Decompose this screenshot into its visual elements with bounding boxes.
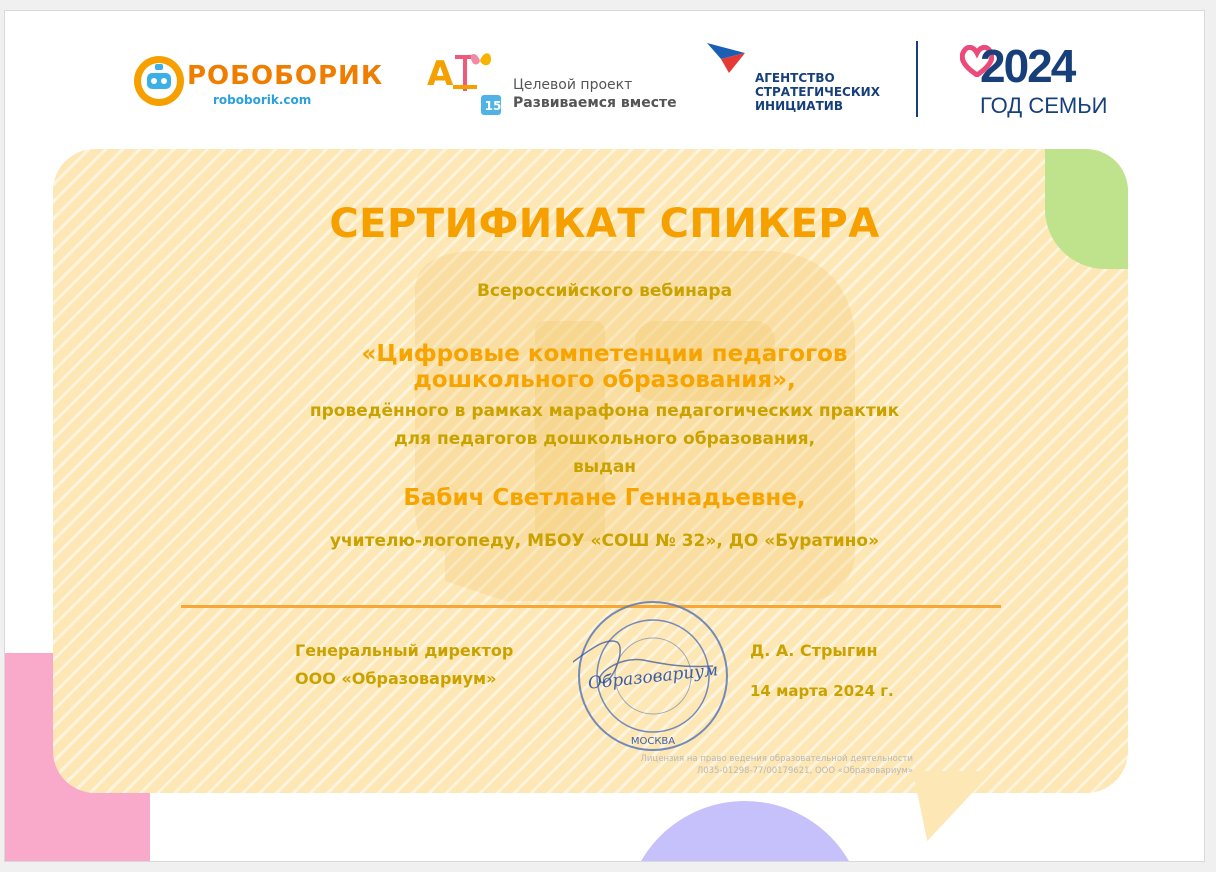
year-caption: ГОД СЕМЬИ	[980, 93, 1108, 118]
year-number: 2024	[980, 40, 1075, 92]
year-of-family-logo	[960, 39, 1108, 123]
project-badge: 15	[484, 99, 502, 113]
asi-line2: СТРАТЕГИЧЕСКИХ	[755, 85, 880, 99]
certificate-title: СЕРТИФИКАТ СПИКЕРА	[329, 201, 880, 247]
project-label-line1: Целевой проект	[513, 77, 633, 93]
roboborik-name: РОБОБОРИК	[187, 61, 384, 91]
webinar-subtitle: Всероссийского вебинара	[476, 281, 733, 301]
project-label-line2: Развиваемся вместе	[513, 95, 677, 111]
recipient-name: Бабич Светлане Геннадьевне,	[403, 485, 806, 511]
position-line-2: ООО «Образовариум»	[295, 669, 497, 688]
certificate-date: 14 марта 2024 г.	[750, 682, 894, 700]
header-divider	[916, 41, 918, 117]
issued-label: выдан	[572, 457, 637, 477]
roboborik-logo	[131, 51, 384, 111]
asi-line3: ИНИЦИАТИВ	[755, 99, 843, 113]
license-info	[595, 753, 913, 777]
asi-line1: АГЕНТСТВО	[755, 71, 835, 85]
license-line-1: Лицензия на право ведения образовательной деятельности	[640, 754, 913, 764]
purple-shape	[625, 801, 865, 862]
certificate-page	[4, 10, 1205, 862]
license-line-2: Л035-01298-77/00179621, ООО «Образовариум»	[696, 766, 913, 776]
svg-text:А: А	[427, 54, 454, 94]
position-line-1: Генеральный директор	[295, 641, 514, 660]
asi-logo	[705, 39, 880, 119]
topic-line-1: «Цифровые компетенции педагогов	[361, 341, 848, 367]
svg-text:МОСКВА: МОСКВА	[630, 736, 676, 747]
roboborik-url: roboborik.com	[213, 93, 312, 107]
svg-text:Образовариум: Образовариум	[587, 660, 720, 694]
recipient-role: учителю-логопеду, МБОУ «СОШ № 32», ДО «Буратино»	[329, 531, 880, 551]
company-stamp	[573, 596, 733, 756]
context-line-1: проведённого в рамках марафона педагогических практик	[309, 401, 900, 421]
project-logo	[425, 47, 677, 117]
topic-line-2: дошкольного образования»,	[413, 367, 796, 393]
signer-name: Д. А. Стрыгин	[750, 641, 878, 660]
context-line-2: для педагогов дошкольного образования,	[393, 429, 816, 449]
